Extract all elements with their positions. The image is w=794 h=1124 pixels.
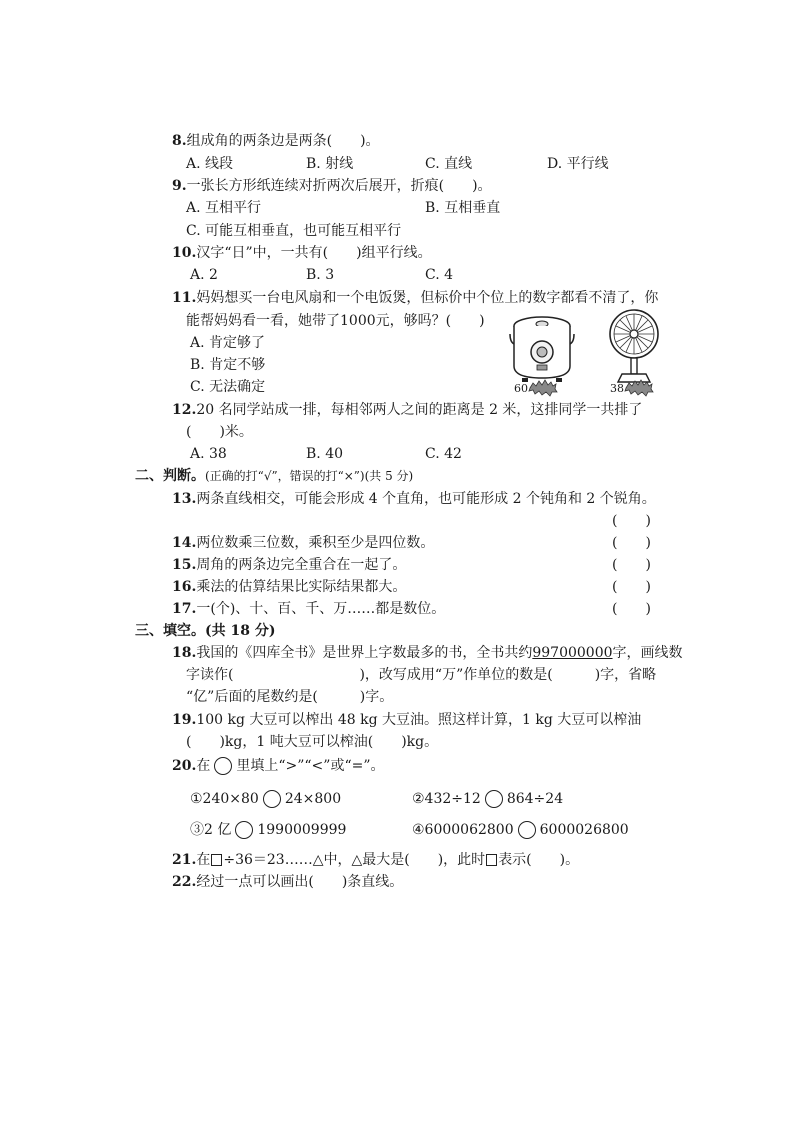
compare-left: ④6000062800 bbox=[412, 822, 514, 838]
compare-right: 24×800 bbox=[284, 791, 342, 807]
question-stem-line2: 能帮妈妈看一看，她带了1000元，够吗？( ) bbox=[186, 313, 485, 329]
rice-cooker-icon bbox=[508, 312, 576, 384]
answer-paren[interactable]: ( ) bbox=[612, 579, 651, 595]
option-c: C. 直线 bbox=[425, 156, 473, 172]
question-number: 14. bbox=[172, 535, 197, 551]
question-number: 10. bbox=[172, 245, 197, 261]
fill-text-line1: 100 kg 大豆可以榨出 48 kg 大豆油。照这样计算，1 kg 大豆可以榨油 bbox=[196, 712, 642, 728]
fan-price-label bbox=[610, 382, 624, 396]
judge-item-14 bbox=[172, 533, 434, 553]
section-3-heading: 三、填空。(共 18 分) bbox=[135, 623, 276, 639]
smudge-icon bbox=[624, 379, 654, 397]
electric-fan-icon bbox=[604, 306, 664, 384]
square-box-icon bbox=[486, 854, 497, 866]
judge-item-16 bbox=[172, 577, 406, 597]
option-c: C. 无法确定 bbox=[190, 379, 266, 395]
answer-paren[interactable]: ( ) bbox=[612, 557, 651, 573]
answer-circle[interactable] bbox=[518, 821, 536, 839]
fill-item-19 bbox=[172, 710, 641, 730]
fill-text-a: 在 bbox=[196, 852, 211, 868]
option-b: B. 3 bbox=[306, 267, 335, 283]
fill-item-20 bbox=[172, 756, 385, 776]
answer-paren[interactable]: ( ) bbox=[612, 535, 651, 551]
underlined-number: 997000000 bbox=[532, 645, 613, 661]
option-b: B. 互相垂直 bbox=[425, 200, 501, 216]
question-stem: 一张长方形纸连续对折两次后展开，折痕( )。 bbox=[186, 178, 492, 194]
question-stem-line1: 20 名同学站成一排，每相邻两人之间的距离是 2 米，这排同学一共排了 bbox=[196, 402, 643, 418]
compare-right: 6000026800 bbox=[539, 822, 629, 838]
fill-text-pre: 在 bbox=[196, 758, 211, 774]
section-note: (正确的打“√”，错误的打“×”)(共 5 分) bbox=[205, 469, 414, 483]
question-11 bbox=[172, 288, 658, 308]
question-number: 12. bbox=[172, 402, 197, 418]
cooker-price-label bbox=[514, 382, 528, 396]
option-b: B. 射线 bbox=[306, 156, 354, 172]
fill-line2: 字读作( )，改写成用“万”作单位的数是( )字，省略 bbox=[186, 667, 657, 683]
judge-item-17 bbox=[172, 599, 445, 619]
option-a: A. 肯定够了 bbox=[190, 335, 266, 351]
question-number: 15. bbox=[172, 557, 197, 573]
question-number: 19. bbox=[172, 712, 197, 728]
option-a: A. 2 bbox=[190, 267, 218, 283]
fan-price-digits: 38 bbox=[610, 382, 624, 395]
fill-text: 经过一点可以画出( )条直线。 bbox=[196, 874, 404, 890]
compare-circle-icon bbox=[214, 757, 232, 775]
compare-item-2 bbox=[412, 789, 563, 809]
option-c: C. 4 bbox=[425, 267, 454, 283]
question-stem: 汉字“日”中，一共有( )组平行线。 bbox=[196, 245, 432, 261]
question-8 bbox=[172, 131, 380, 151]
question-number: 17. bbox=[172, 601, 197, 617]
option-b: B. 肯定不够 bbox=[190, 357, 266, 373]
compare-left: ③2 亿 bbox=[190, 822, 232, 838]
question-number: 13. bbox=[172, 491, 197, 507]
compare-right: 1990009999 bbox=[257, 822, 347, 838]
cooker-price-digits: 60 bbox=[514, 382, 528, 395]
judge-text: 两条直线相交，可能会形成 4 个直角，也可能形成 2 个钝角和 2 个锐角。 bbox=[196, 491, 656, 507]
answer-paren[interactable]: ( ) bbox=[612, 601, 651, 617]
judge-item-15 bbox=[172, 555, 406, 575]
option-c: C. 可能互相垂直，也可能互相平行 bbox=[186, 223, 402, 239]
question-number: 8. bbox=[172, 133, 187, 149]
answer-circle[interactable] bbox=[485, 790, 503, 808]
square-box-icon bbox=[211, 854, 222, 866]
section-title: 二、判断。 bbox=[135, 468, 205, 484]
option-d: D. 平行线 bbox=[547, 156, 609, 172]
option-a: A. 互相平行 bbox=[186, 200, 262, 216]
option-b: B. 40 bbox=[306, 446, 344, 462]
judge-text: 周角的两条边完全重合在一起了。 bbox=[196, 557, 407, 573]
option-a: A. 38 bbox=[190, 446, 227, 462]
fill-text-a: 我国的《四库全书》是世界上字数最多的书，全书共约 bbox=[196, 645, 533, 661]
judge-text: 一(个)、十、百、千、万……都是数位。 bbox=[196, 601, 446, 617]
question-number: 16. bbox=[172, 579, 197, 595]
question-10 bbox=[172, 243, 432, 263]
compare-right: 864÷24 bbox=[506, 791, 564, 807]
question-number: 18. bbox=[172, 645, 197, 661]
option-a: A. 线段 bbox=[186, 156, 234, 172]
question-number: 11. bbox=[172, 290, 197, 306]
question-stem-line2: ( )米。 bbox=[186, 424, 253, 440]
fill-text-b: 字，画线数 bbox=[612, 645, 683, 661]
question-9 bbox=[172, 176, 492, 196]
fill-item-18 bbox=[172, 643, 683, 663]
option-c: C. 42 bbox=[425, 446, 462, 462]
fill-line2: ( )kg，1 吨大豆可以榨油( )kg。 bbox=[186, 734, 439, 750]
question-number: 20. bbox=[172, 758, 197, 774]
section-2-heading bbox=[135, 466, 413, 486]
answer-circle[interactable] bbox=[263, 790, 281, 808]
question-number: 9. bbox=[172, 178, 187, 194]
question-stem: 组成角的两条边是两条( )。 bbox=[186, 133, 380, 149]
compare-item-3 bbox=[190, 820, 346, 840]
judge-text: 乘法的估算结果比实际结果都大。 bbox=[196, 579, 407, 595]
answer-circle[interactable] bbox=[235, 821, 253, 839]
compare-item-4 bbox=[412, 820, 629, 840]
judge-text: 两位数乘三位数，乘积至少是四位数。 bbox=[196, 535, 435, 551]
answer-paren[interactable]: ( ) bbox=[612, 513, 651, 529]
question-stem-line1: 妈妈想买一台电风扇和一个电饭煲，但标价中个位上的数字都看不清了，你 bbox=[196, 290, 659, 306]
fill-line3: “亿”后面的尾数约是( )字。 bbox=[186, 689, 394, 705]
fill-item-22 bbox=[172, 872, 403, 892]
fill-text-c: 表示( )。 bbox=[498, 852, 580, 868]
compare-left: ②432÷12 bbox=[412, 791, 481, 807]
fill-text-post: 里填上“>”“<”或“=”。 bbox=[236, 758, 385, 774]
compare-left: ①240×80 bbox=[190, 791, 259, 807]
fill-text-b: ÷36＝23……△中，△最大是( )，此时 bbox=[223, 852, 486, 868]
question-number: 21. bbox=[172, 852, 197, 868]
question-number: 22. bbox=[172, 874, 197, 890]
fill-item-21 bbox=[172, 850, 579, 870]
question-12 bbox=[172, 400, 642, 420]
judge-item-13 bbox=[172, 489, 656, 509]
smudge-icon bbox=[528, 379, 558, 397]
compare-item-1 bbox=[190, 789, 341, 809]
